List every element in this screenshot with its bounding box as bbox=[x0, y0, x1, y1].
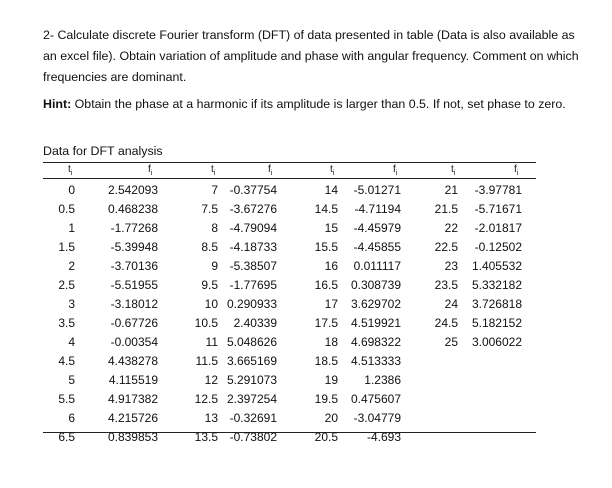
col-header-subscript: i bbox=[453, 170, 456, 177]
cell-t: 0.5 bbox=[58, 202, 75, 216]
cell-f: -5.39948 bbox=[110, 240, 158, 254]
cell-t: 16 bbox=[324, 259, 338, 273]
cell-t: 18.5 bbox=[314, 354, 338, 368]
cell-f: 5.332182 bbox=[471, 278, 522, 292]
hint-paragraph bbox=[43, 94, 591, 115]
cell-t: 9 bbox=[211, 259, 218, 273]
hint-text: Obtain the phase at a harmonic if its amplitude is larger than 0.5. If not, set phase to zero. bbox=[74, 97, 566, 111]
cell-t: 5.5 bbox=[58, 392, 75, 406]
cell-t: 4.5 bbox=[58, 354, 75, 368]
col-header-subscript: i bbox=[332, 170, 335, 177]
cell-f: -0.67726 bbox=[110, 316, 158, 330]
cell-t: 3.5 bbox=[58, 316, 75, 330]
cell-f: 0.290933 bbox=[226, 297, 277, 311]
cell-t: 15 bbox=[324, 221, 338, 235]
cell-f: -4.45979 bbox=[353, 221, 401, 235]
cell-f: -3.67276 bbox=[229, 202, 277, 216]
cell-f: 4.519921 bbox=[350, 316, 401, 330]
cell-t: 20.5 bbox=[314, 430, 338, 444]
col-header-t-label: t bbox=[330, 164, 333, 175]
cell-f: -1.77268 bbox=[110, 221, 158, 235]
cell-f: 4.698322 bbox=[350, 335, 401, 349]
table-caption: Data for DFT analysis bbox=[43, 144, 163, 158]
cell-t: 3 bbox=[68, 297, 75, 311]
cell-f: 5.048626 bbox=[226, 335, 277, 349]
col-header-f bbox=[514, 164, 518, 180]
cell-f: -4.693 bbox=[366, 430, 401, 444]
cell-f: -4.71194 bbox=[354, 202, 401, 216]
cell-f: -0.32691 bbox=[229, 411, 277, 425]
cell-t: 17 bbox=[324, 297, 338, 311]
col-header-subscript: i bbox=[270, 170, 273, 177]
cell-f: 2.542093 bbox=[107, 183, 158, 197]
cell-t: 15.5 bbox=[314, 240, 338, 254]
cell-f: 0.468238 bbox=[107, 202, 158, 216]
cell-f: -5.51955 bbox=[110, 278, 158, 292]
cell-f: 0.308739 bbox=[350, 278, 401, 292]
cell-t: 2 bbox=[68, 259, 75, 273]
table-header-rule bbox=[43, 178, 536, 179]
cell-f: 0.011117 bbox=[353, 259, 401, 273]
col-header-t bbox=[330, 164, 334, 180]
cell-t: 22 bbox=[444, 221, 458, 235]
col-header-f bbox=[393, 164, 397, 180]
col-header-t-label: t bbox=[451, 164, 454, 175]
cell-f: 4.215726 bbox=[107, 411, 158, 425]
table-top-rule bbox=[43, 162, 536, 163]
cell-t: 21 bbox=[444, 183, 458, 197]
cell-t: 4 bbox=[68, 335, 75, 349]
cell-f: -3.18012 bbox=[110, 297, 158, 311]
cell-f: 4.917382 bbox=[107, 392, 158, 406]
cell-t: 23 bbox=[444, 259, 458, 273]
cell-f: -1.77695 bbox=[229, 278, 277, 292]
cell-t: 24 bbox=[444, 297, 458, 311]
col-header-f-label: f bbox=[514, 164, 517, 175]
cell-t: 1 bbox=[68, 221, 75, 235]
col-header-t bbox=[68, 164, 72, 180]
cell-t: 10 bbox=[204, 297, 218, 311]
col-header-f-label: f bbox=[148, 164, 151, 175]
cell-t: 18 bbox=[324, 335, 338, 349]
cell-f: 0.475607 bbox=[350, 392, 401, 406]
col-header-f-label: f bbox=[393, 164, 396, 175]
cell-t: 16.5 bbox=[314, 278, 338, 292]
cell-t: 12.5 bbox=[194, 392, 218, 406]
cell-f: -0.37754 bbox=[229, 183, 277, 197]
cell-f: -3.70136 bbox=[110, 259, 158, 273]
hint-label: Hint: bbox=[43, 97, 72, 111]
cell-t: 14 bbox=[324, 183, 338, 197]
cell-f: -5.71671 bbox=[474, 202, 522, 216]
cell-t: 24.5 bbox=[434, 316, 458, 330]
cell-f: -4.45855 bbox=[353, 240, 401, 254]
cell-t: 9.5 bbox=[201, 278, 218, 292]
col-header-f bbox=[268, 164, 272, 180]
col-header-f-label: f bbox=[268, 164, 271, 175]
col-header-t-label: t bbox=[68, 164, 71, 175]
cell-t: 2.5 bbox=[58, 278, 75, 292]
cell-t: 23.5 bbox=[434, 278, 458, 292]
cell-f: 5.291073 bbox=[226, 373, 277, 387]
cell-t: 7 bbox=[211, 183, 218, 197]
cell-f: 3.006022 bbox=[471, 335, 522, 349]
cell-t: 11.5 bbox=[195, 354, 218, 368]
cell-f: 4.513333 bbox=[350, 354, 401, 368]
cell-f: 3.726818 bbox=[471, 297, 522, 311]
cell-f: 4.438278 bbox=[107, 354, 158, 368]
cell-t: 14.5 bbox=[314, 202, 338, 216]
col-header-f bbox=[148, 164, 152, 180]
cell-f: 5.182152 bbox=[471, 316, 522, 330]
cell-f: -4.79094 bbox=[229, 221, 277, 235]
cell-f: -3.04779 bbox=[353, 411, 401, 425]
cell-f: 2.397254 bbox=[226, 392, 277, 406]
col-header-t bbox=[451, 164, 455, 180]
cell-t: 6 bbox=[68, 411, 75, 425]
col-header-subscript: i bbox=[516, 170, 519, 177]
cell-t: 1.5 bbox=[58, 240, 75, 254]
cell-t: 13.5 bbox=[194, 430, 218, 444]
cell-t: 6.5 bbox=[58, 430, 75, 444]
cell-t: 8.5 bbox=[201, 240, 218, 254]
cell-t: 21.5 bbox=[434, 202, 458, 216]
cell-f: -3.97781 bbox=[474, 183, 522, 197]
cell-t: 20 bbox=[324, 411, 338, 425]
cell-f: -4.18733 bbox=[229, 240, 277, 254]
cell-t: 5 bbox=[68, 373, 75, 387]
cell-t: 22.5 bbox=[434, 240, 458, 254]
cell-f: -2.01817 bbox=[474, 221, 522, 235]
question-text: 2- Calculate discrete Fourier transform (DFT) of data presented in table (Data is also available as an excel file). Obtain variation of amplitude and phase with angular frequency. Comment on which frequencies are dominant. bbox=[43, 28, 579, 84]
cell-f: 3.665169 bbox=[226, 354, 277, 368]
cell-t: 8 bbox=[211, 221, 218, 235]
cell-t: 0 bbox=[68, 183, 75, 197]
cell-f: 4.115519 bbox=[108, 373, 158, 387]
cell-f: -5.01271 bbox=[353, 183, 401, 197]
cell-t: 19 bbox=[324, 373, 338, 387]
cell-t: 7.5 bbox=[201, 202, 218, 216]
cell-f: 2.40339 bbox=[233, 316, 277, 330]
col-header-t-label: t bbox=[211, 164, 214, 175]
col-header-subscript: i bbox=[213, 170, 216, 177]
cell-f: 3.629702 bbox=[350, 297, 401, 311]
col-header-subscript: i bbox=[150, 170, 153, 177]
cell-t: 19.5 bbox=[314, 392, 338, 406]
cell-t: 12 bbox=[204, 373, 218, 387]
cell-f: 1.405532 bbox=[471, 259, 522, 273]
cell-t: 17.5 bbox=[314, 316, 338, 330]
cell-f: -0.73802 bbox=[229, 430, 277, 444]
cell-f: 1.2386 bbox=[364, 373, 401, 387]
cell-t: 13 bbox=[204, 411, 218, 425]
col-header-t bbox=[211, 164, 215, 180]
cell-f: 0.839853 bbox=[107, 430, 158, 444]
cell-f: -0.12502 bbox=[474, 240, 522, 254]
col-header-subscript: i bbox=[395, 170, 398, 177]
cell-f: -5.38507 bbox=[229, 259, 277, 273]
col-header-subscript: i bbox=[70, 170, 73, 177]
cell-t: 10.5 bbox=[194, 316, 218, 330]
cell-f: -0.00354 bbox=[110, 335, 158, 349]
cell-t: 11 bbox=[205, 335, 218, 349]
cell-t: 25 bbox=[444, 335, 458, 349]
